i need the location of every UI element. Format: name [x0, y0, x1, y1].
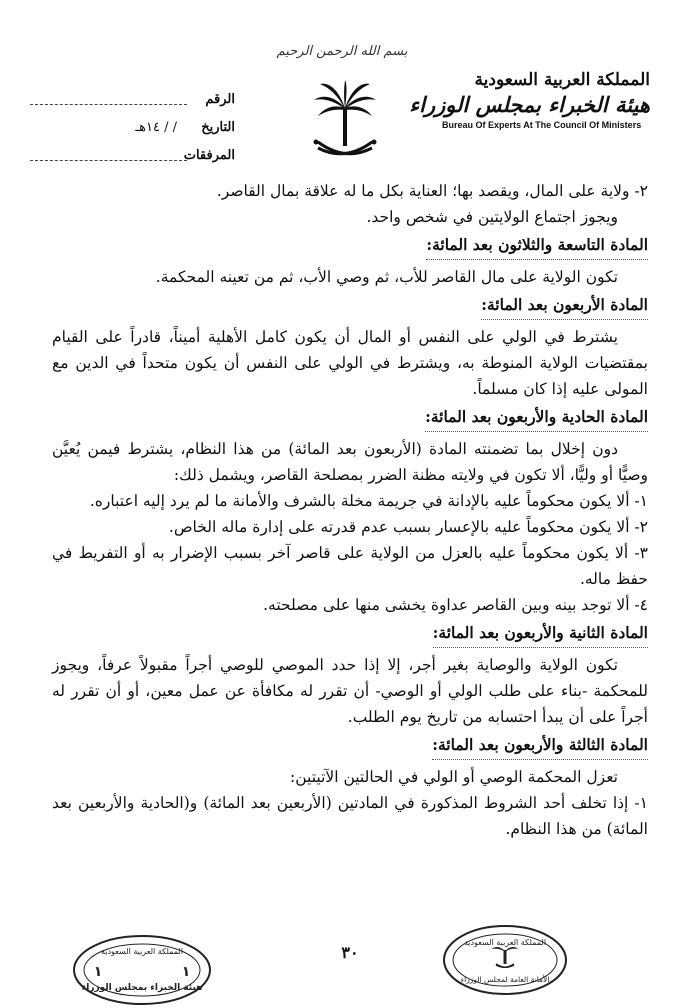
official-stamp-left	[70, 928, 215, 1008]
body-line: ويجوز اجتماع الولايتين في شخص واحد.	[366, 208, 618, 226]
stamp-left-number: ١	[181, 964, 191, 980]
article-heading	[52, 404, 648, 432]
article-heading	[52, 232, 648, 260]
list-item: ٢- ألا يكون محكوماً عليه بالإعسار بسبب عدم قدرته على إدارة ماله الخاص.	[168, 518, 648, 536]
article-142-heading: المادة الثانية والأربعون بعد المائة:	[433, 620, 648, 648]
basmala: بسم الله الرحمن الرحيم	[276, 44, 408, 59]
stamp-left-top-text: المملكة العربية السعودية	[100, 947, 184, 956]
list-item: ١- إذا تخلف أحد الشروط المذكورة في المادتين (الأربعين بعد المائة) و(الحادية والأربعين بعد المائة) من هذا النظام.	[52, 794, 648, 838]
date-label: التاريخ	[201, 120, 235, 135]
article-141-text: دون إخلال بما تضمنته المادة (الأربعون بعد المائة) من هذا النظام، يشترط فيمن يُعيَّن وصيًّا أو وليًّا، ألا تكون في ولايته مظنة الضرر بمصلحة القاصر، ويشمل ذلك:	[52, 440, 648, 484]
body-line: ٢- ولاية على المال، ويقصد بها؛ العناية بكل ما له علاقة بمال القاصر.	[216, 182, 648, 200]
article-heading	[52, 620, 648, 648]
date-value: / / ١٤هـ	[135, 120, 177, 135]
date-field	[30, 120, 235, 148]
article-141-heading: المادة الحادية والأربعون بعد المائة:	[425, 404, 648, 432]
list-item: ٣- ألا يكون محكوماً عليه بالعزل من الولاية على قاصر آخر بسبب الإضرار به أو التفريط في حفظ ماله.	[52, 544, 648, 588]
number-field	[30, 92, 235, 120]
article-139-heading: المادة التاسعة والثلاثون بعد المائة:	[426, 232, 648, 260]
reference-fields	[30, 92, 235, 176]
bureau-name: هيئة الخبراء بمجلس الوزراء	[409, 92, 650, 117]
attachments-line	[30, 160, 187, 161]
article-139-text: تكون الولاية على مال القاصر للأب، ثم وصي الأب، ثم من تعينه المحكمة.	[155, 268, 618, 286]
list-item: ١- ألا يكون محكوماً عليه بالإدانة في جريمة مخلة بالشرف والأمانة ما لم يرد إليه اعتباره.	[89, 492, 648, 510]
list-item: ٤- ألا توجد بينه وبين القاصر عداوة يخشى منها على مصلحته.	[263, 596, 648, 614]
stamp-right-top-text: المملكة العربية السعودية	[463, 938, 547, 947]
attachments-field	[30, 148, 235, 176]
article-140-heading: المادة الأربعون بعد المائة:	[481, 292, 648, 320]
article-143-heading: المادة الثالثة والأربعون بعد المائة:	[432, 732, 648, 760]
stamp-right-bottom-text: الأمانة العامة لمجلس الوزراء	[460, 975, 550, 984]
stamp-emblem-icon	[492, 947, 518, 967]
article-143-text: تعزل المحكمة الوصي أو الولي في الحالتين الآتيتين:	[290, 768, 618, 786]
kingdom-name: المملكة العربية السعودية	[474, 70, 650, 90]
bureau-english-name: Bureau Of Experts At The Council Of Ministers	[442, 120, 642, 130]
stamp-left-number: ١	[93, 964, 103, 980]
attachments-label: المرفقات	[183, 148, 235, 163]
number-label: الرقم	[205, 92, 235, 107]
number-line	[30, 104, 187, 105]
page-number: ٣٠	[341, 943, 359, 962]
official-stamp-right	[440, 918, 570, 998]
article-heading	[52, 292, 648, 320]
article-142-text: تكون الولاية والوصاية بغير أجر، إلا إذا حدد الموصي للوصي أجراً مقبولاً عرفاً، ويجوز للمحكمة -بناء على طلب الولي أو الوصي- أن تقرر له مكافأة عن عمل معين، أو أن تقرر له أجراً على أن يبدأ احتسابه من تاريخ يوم الطلب.	[52, 656, 648, 726]
article-140-text: يشترط في الولي على النفس أو المال أن يكون كامل الأهلية أميناً، قادراً على القيام بمقتضيات الولاية المنوطة به، ويشترط في الولي على النفس أن يكون متحداً في الدين مع المولى عليه إذا كان مسلماً.	[52, 328, 648, 398]
document-body	[52, 178, 648, 842]
stamp-left-bottom-text: هيئة الخبراء بمجلس الوزراء	[81, 983, 203, 993]
letterhead-title-block	[409, 70, 650, 130]
article-heading	[52, 732, 648, 760]
saudi-emblem-icon	[310, 78, 380, 168]
